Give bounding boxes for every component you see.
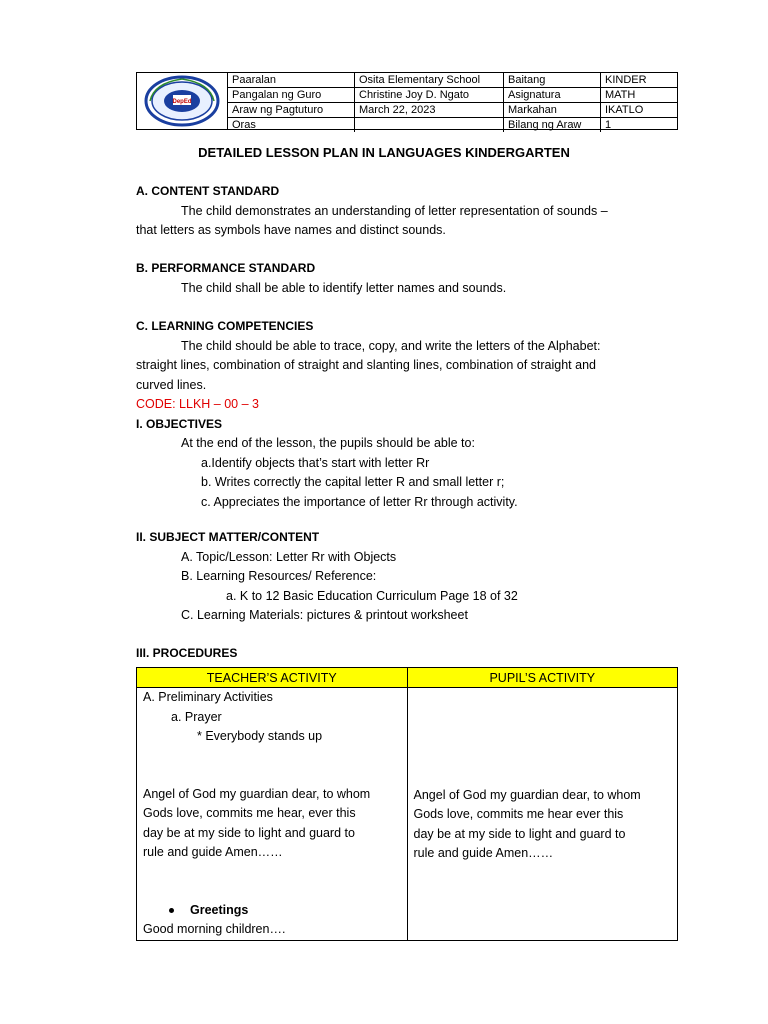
subject-matter-section [136, 528, 696, 626]
table-row [228, 73, 677, 88]
subject-item: C. Learning Materials: pictures & printout worksheet [181, 608, 468, 622]
prayer-text-line: Angel of God my guardian dear, to whom [143, 786, 371, 801]
paragraph-line: The child should be able to trace, copy, and write the letters of the Alphabet: [181, 338, 601, 353]
prayer-text-line: rule and guide Amen…… [413, 846, 554, 860]
paragraph-line: that letters as symbols have names and distinct sounds. [136, 223, 446, 237]
pupil-activity-cell [407, 688, 678, 941]
content-standard-section [136, 182, 696, 241]
greetings-item: Greetings [143, 901, 401, 921]
paragraph-line: The child shall be able to identify letter names and sounds. [181, 280, 507, 295]
value-quarter: IKATLO [601, 103, 678, 118]
school-info-table [228, 73, 677, 132]
label-araw: Araw ng Pagtuturo [228, 103, 355, 118]
school-seal-icon [142, 75, 222, 127]
value-grade: KINDER [601, 73, 678, 88]
preliminary-label: A. Preliminary Activities [143, 690, 273, 704]
school-logo-cell [137, 73, 228, 129]
table-row [228, 118, 677, 133]
objective-item: a.Identify objects that’s start with letter Rr [201, 455, 430, 470]
prayer-text-line: Gods love, commits me hear ever this [413, 807, 624, 821]
section-heading: C. LEARNING COMPETENCIES [136, 319, 314, 333]
section-heading: A. CONTENT STANDARD [136, 184, 280, 198]
document-title: DETAILED LESSON PLAN IN LANGUAGES KINDERGARTEN [198, 145, 570, 160]
bullet-icon [169, 908, 174, 913]
column-header-teacher: TEACHER’S ACTIVITY [137, 668, 408, 688]
paragraph-line: The child demonstrates an understanding of letter representation of sounds – [181, 203, 608, 218]
procedures-table [136, 667, 678, 941]
prayer-text-line: rule and guide Amen…… [143, 845, 283, 859]
value-time [355, 118, 504, 133]
performance-standard-section [136, 259, 696, 298]
prayer-text-line: day be at my side to light and guard to [413, 826, 626, 841]
label-markahan: Markahan [504, 103, 601, 118]
value-school: Osita Elementary School [355, 73, 504, 88]
subject-item: A. Topic/Lesson: Letter Rr with Objects [181, 549, 397, 564]
objective-item: b. Writes correctly the capital letter R and small letter r; [201, 475, 505, 489]
value-days: 1 [601, 118, 678, 133]
objective-item: c. Appreciates the importance of letter Rr through activity. [201, 494, 518, 509]
section-heading: II. SUBJECT MATTER/CONTENT [136, 530, 320, 544]
prayer-text-line: Gods love, commits me hear, ever this [143, 806, 356, 820]
svg-text:DepEd: DepEd [172, 99, 192, 105]
section-heading: I. OBJECTIVES [136, 416, 223, 431]
stand-instruction: * Everybody stands up [197, 729, 323, 743]
header-table [136, 72, 678, 130]
column-header-pupil: PUPIL’S ACTIVITY [407, 668, 678, 688]
teacher-activity-cell [137, 688, 408, 941]
procedures-heading-block [136, 644, 696, 664]
table-header-row [137, 668, 678, 688]
subject-subitem: a. K to 12 Basic Education Curriculum Page 18 of 32 [226, 588, 518, 603]
label-paaralan: Paaralan [228, 73, 355, 88]
label-bilang: Bilang ng Araw [504, 118, 601, 133]
learning-competencies-section [136, 317, 696, 512]
table-row [228, 103, 677, 118]
label-oras: Oras [228, 118, 355, 133]
paragraph-line: curved lines. [136, 377, 207, 392]
section-heading: B. PERFORMANCE STANDARD [136, 261, 316, 275]
label-baitang: Baitang [504, 73, 601, 88]
prayer-text-line: day be at my side to light and guard to [143, 825, 355, 840]
value-date: March 22, 2023 [355, 103, 504, 118]
section-heading: III. PROCEDURES [136, 646, 238, 660]
table-row [137, 688, 678, 941]
competency-code: CODE: LLKH – 00 – 3 [136, 397, 259, 411]
table-row [228, 88, 677, 103]
objectives-intro: At the end of the lesson, the pupils should be able to: [181, 436, 475, 450]
paragraph-line: straight lines, combination of straight and slanting lines, combination of straight and [136, 358, 596, 372]
value-teacher: Christine Joy D. Ngato [355, 88, 504, 103]
greeting-text: Good morning children…. [143, 922, 286, 936]
subject-item: B. Learning Resources/ Reference: [181, 569, 377, 583]
prayer-text-line: Angel of God my guardian dear, to whom [413, 787, 641, 802]
prayer-label: a. Prayer [171, 709, 222, 724]
label-asignatura: Asignatura [504, 88, 601, 103]
label-guro: Pangalan ng Guro [228, 88, 355, 103]
value-subject: MATH [601, 88, 678, 103]
